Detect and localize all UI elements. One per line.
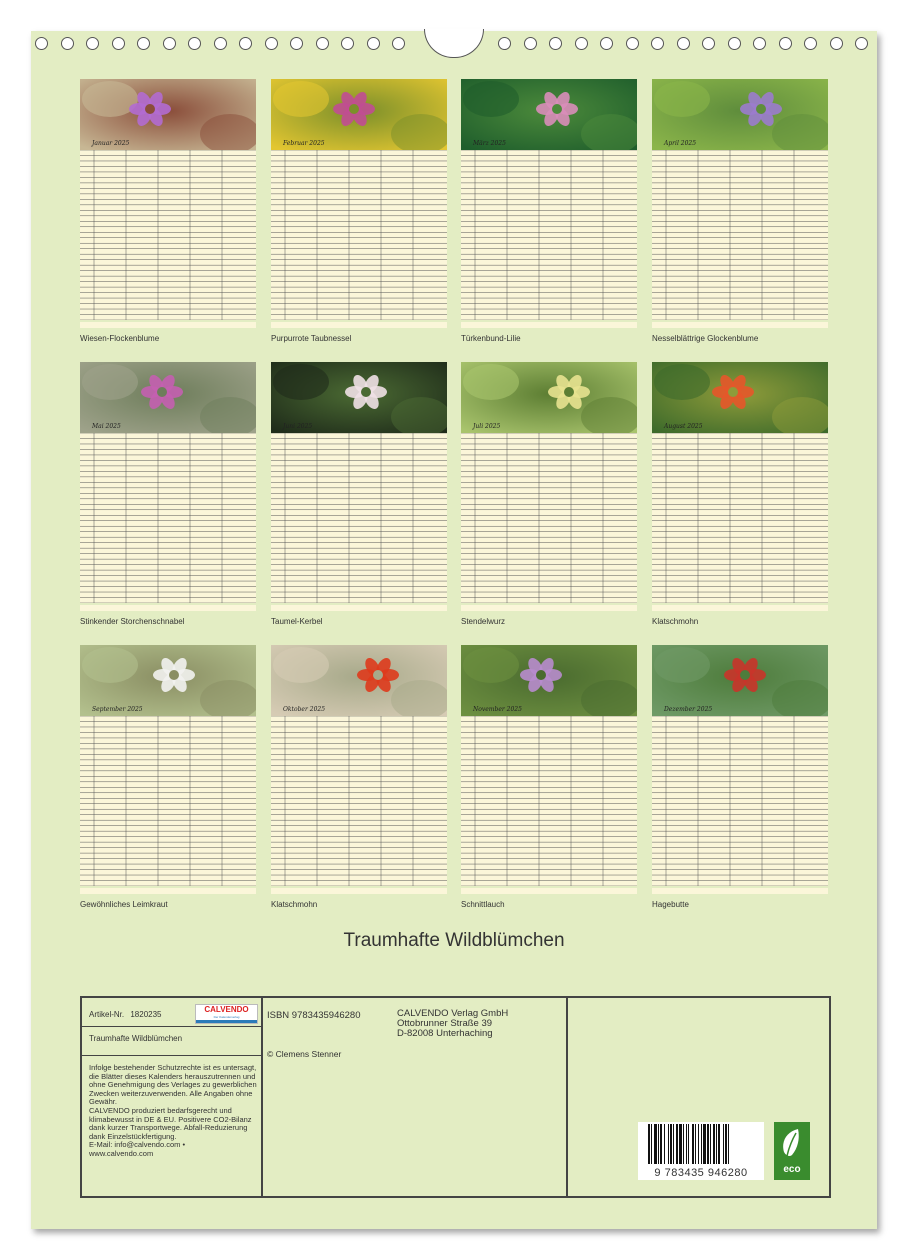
binding-hole [779, 37, 792, 50]
flower-caption: Stendelwurz [461, 617, 506, 626]
planner-grid [271, 433, 447, 603]
flower-caption: Gewöhnliches Leimkraut [80, 900, 168, 909]
planner-grid [271, 716, 447, 886]
legal-line: E-Mail: info@calvendo.com • [89, 1140, 186, 1150]
isbn: ISBN 9783435946280 [267, 1010, 361, 1021]
barcode-number: 9 783435 946280 [654, 1167, 748, 1179]
flower-caption: Hagebutte [652, 900, 689, 909]
calendar-title: Traumhafte Wildblümchen [89, 1034, 183, 1043]
binding-hole [498, 37, 511, 50]
binding-hole [677, 37, 690, 50]
publisher-line: CALVENDO Verlag GmbH [397, 1008, 509, 1019]
month-block [652, 79, 828, 343]
month-block [271, 362, 447, 626]
binding-hole [341, 37, 354, 50]
binding-hole [575, 37, 588, 50]
binding-hole [61, 37, 74, 50]
planner-grid [652, 716, 828, 886]
flower-caption: Taumel-Kerbel [271, 617, 323, 626]
month-block [461, 362, 637, 626]
publisher-line: D-82008 Unterhaching [397, 1028, 493, 1039]
info-column-middle [263, 998, 568, 1196]
binding-hole [392, 37, 405, 50]
info-column-right [568, 998, 829, 1196]
planner-grid [80, 716, 256, 886]
flower-photo [652, 645, 828, 716]
binding-hole [728, 37, 741, 50]
binding-hole [600, 37, 613, 50]
binding-hole [626, 37, 639, 50]
info-box [80, 996, 831, 1198]
month-block [271, 645, 447, 909]
legal-line: Infolge bestehender Schutzrechte ist es untersagt, die Blätter dieses Kalenders herauszutrennen und ohne Genehmigung des Verlages zu gewerblichen Zwecken weiterzuverwenden. Alle Angaben ohne Gewähr. [89, 1063, 257, 1107]
info-column-left [82, 998, 263, 1196]
planner-grid [652, 433, 828, 603]
planner-grid [271, 150, 447, 320]
month-block [461, 79, 637, 343]
flower-caption: Nesselblättrige Glockenblume [652, 334, 759, 343]
month-block [80, 362, 256, 626]
month-label: August 2025 [664, 423, 703, 430]
logo-subtext: Der Kalenderverlag [213, 1015, 240, 1019]
planner-grid [80, 433, 256, 603]
calendar-page [31, 31, 877, 1229]
flower-photo [461, 79, 637, 150]
eco-text: eco [783, 1164, 801, 1175]
article-number-label: Artikel-Nr. [89, 1010, 125, 1019]
leaf-icon [780, 1128, 802, 1158]
legal-text [89, 1064, 259, 1159]
page-title: Traumhafte Wildblümchen [343, 930, 565, 951]
month-block [652, 362, 828, 626]
binding-hole [137, 37, 150, 50]
binding-hole [265, 37, 278, 50]
copyright: © Clemens Stenner [267, 1049, 342, 1059]
article-number [89, 1010, 162, 1019]
month-block [652, 645, 828, 909]
binding-hole [753, 37, 766, 50]
flower-caption: Purpurrote Taubnessel [271, 334, 352, 343]
binding-hole [239, 37, 252, 50]
month-label: Oktober 2025 [283, 706, 326, 713]
flower-caption: Türkenbund-Lilie [461, 334, 521, 343]
binding-hole [163, 37, 176, 50]
legal-line: www.calvendo.com [89, 1148, 154, 1158]
legal-line: CALVENDO produziert bedarfsgerecht und klimabewusst in DE & EU. Positivere CO2-Bilanz dank kurzer Transportwege. Abfall-Reduzierung dank Einzelstückfertigung. [89, 1105, 252, 1141]
binding-hole [86, 37, 99, 50]
binding-hole [524, 37, 537, 50]
month-block [271, 79, 447, 343]
flower-photo [271, 362, 447, 433]
month-block [80, 645, 256, 909]
binding-hole [804, 37, 817, 50]
flower-photo [652, 362, 828, 433]
flower-caption: Wiesen-Flockenblume [80, 334, 160, 343]
binding-hole [549, 37, 562, 50]
month-label: Februar 2025 [283, 140, 325, 147]
flower-caption: Klatschmohn [271, 900, 318, 909]
binding-hole [35, 37, 48, 50]
flower-caption: Stinkender Storchenschnabel [80, 617, 185, 626]
binding-hole [214, 37, 227, 50]
binding-hole [290, 37, 303, 50]
binding-hole [651, 37, 664, 50]
binding-hole [112, 37, 125, 50]
month-block [461, 645, 637, 909]
publisher-line: Ottobrunner Straße 39 [397, 1018, 493, 1029]
month-label: März 2025 [473, 140, 506, 147]
flower-photo [271, 79, 447, 150]
article-number-value: 1820235 [130, 1010, 162, 1019]
binding-hole [188, 37, 201, 50]
planner-grid [652, 150, 828, 320]
month-label: Juli 2025 [473, 423, 501, 430]
binding-hole [316, 37, 329, 50]
flower-photo [652, 79, 828, 150]
eco-logo [774, 1122, 810, 1180]
month-label: Juni 2025 [283, 423, 313, 430]
binding-hole [367, 37, 380, 50]
flower-photo [461, 645, 637, 716]
month-label: September 2025 [92, 706, 143, 713]
month-block [80, 79, 256, 343]
planner-grid [461, 433, 637, 603]
hanger-cutout [424, 29, 484, 58]
calvendo-logo [195, 1004, 258, 1024]
logo-text: CALVENDO [204, 1005, 249, 1014]
month-label: April 2025 [664, 140, 697, 147]
month-label: Januar 2025 [92, 140, 130, 147]
month-label: Dezember 2025 [664, 706, 713, 713]
barcode [638, 1122, 764, 1180]
month-label: Mai 2025 [92, 423, 121, 430]
planner-grid [461, 716, 637, 886]
flower-caption: Klatschmohn [652, 617, 699, 626]
planner-grid [461, 150, 637, 320]
binding-hole [830, 37, 843, 50]
binding-hole [855, 37, 868, 50]
publisher-address [397, 1009, 508, 1039]
flower-caption: Schnittlauch [461, 900, 505, 909]
flower-photo [271, 645, 447, 716]
month-label: November 2025 [473, 706, 522, 713]
flower-photo [80, 362, 256, 433]
flower-photo [80, 79, 256, 150]
flower-photo [461, 362, 637, 433]
binding-hole [702, 37, 715, 50]
planner-grid [80, 150, 256, 320]
flower-photo [80, 645, 256, 716]
